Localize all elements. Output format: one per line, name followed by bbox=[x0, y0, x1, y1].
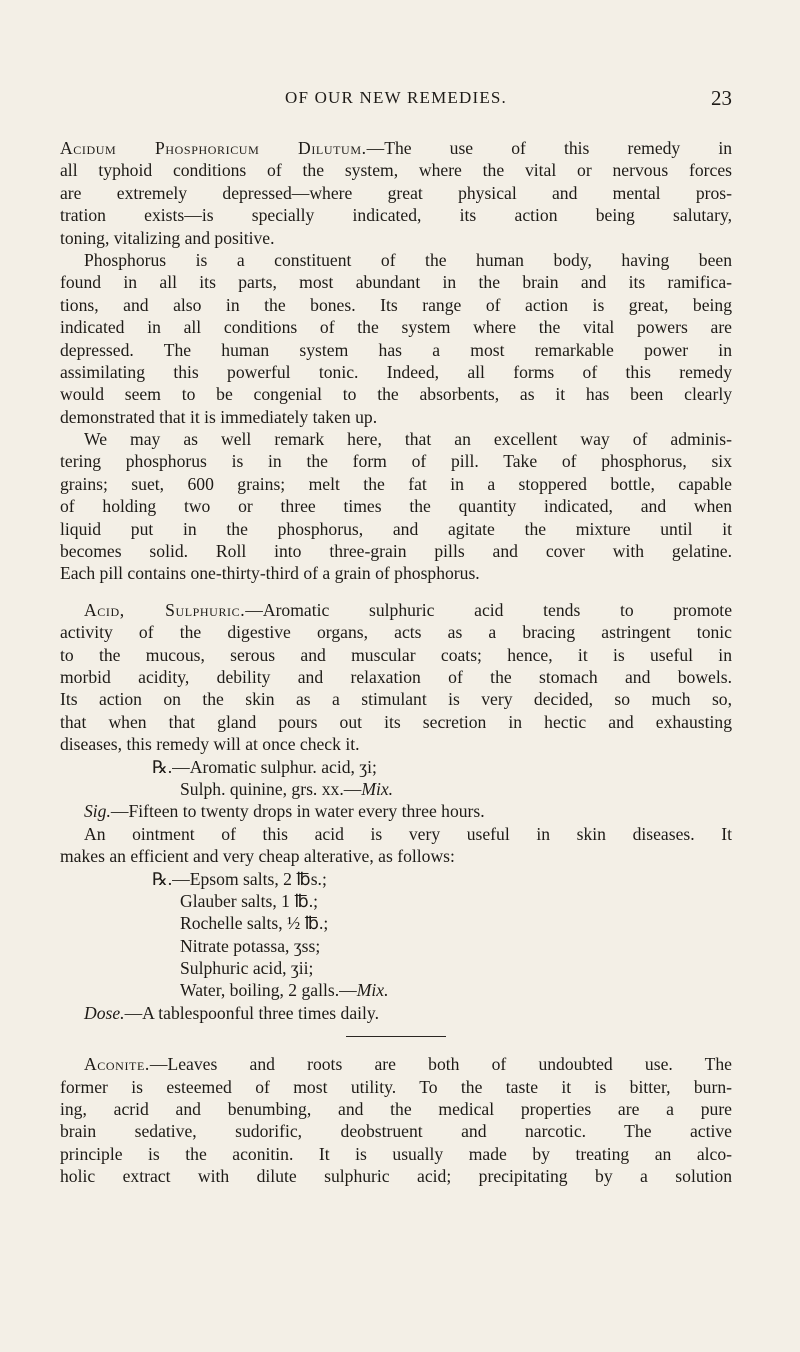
paragraph-line: Aconite.—Leaves and roots are both of undoubted use. The bbox=[84, 1054, 732, 1075]
prescription-line: Rochelle salts, ½ ℔.; bbox=[180, 913, 329, 934]
section-heading-sulphuric: Acid, Sulphuric. bbox=[84, 599, 246, 620]
paragraph-line: to the mucous, serous and muscular coats; hence, it is useful in bbox=[60, 644, 732, 665]
signa-line: Sig.—Fifteen to twenty drops in water every three hours. bbox=[84, 801, 485, 822]
paragraph-line: that when that gland pours out its secretion in hectic and exhausting bbox=[60, 711, 732, 732]
prescription-line: Sulph. quinine, grs. xx.—Mix. bbox=[180, 778, 394, 799]
paragraph-line: of holding two or three times the quantity indicated, and when bbox=[60, 496, 732, 517]
page-number: 23 bbox=[711, 86, 732, 110]
paragraph-line: Acid, Sulphuric.—Aromatic sulphuric acid tends to promote bbox=[84, 599, 732, 620]
paragraph-line: all typhoid conditions of the system, where the vital or nervous forces bbox=[60, 160, 732, 181]
dose-line: Dose.—A tablespoonful three times daily. bbox=[84, 1002, 379, 1023]
prescription-line: ℞.—Epsom salts, 2 ℔s.; bbox=[152, 868, 327, 889]
paragraph-line: diseases, this remedy will at once check it. bbox=[60, 734, 360, 755]
paragraph-line: demonstrated that it is immediately taken up. bbox=[60, 406, 378, 427]
paragraph-line: indicated in all conditions of the system where the vital powers are bbox=[60, 317, 732, 338]
paragraph-line: Acidum Phosphoricum Dilutum.—The use of this remedy in bbox=[60, 138, 732, 158]
paragraph-line: We may as well remark here, that an excellent way of adminis- bbox=[84, 429, 732, 450]
paragraph-line: tering phosphorus is in the form of pill. Take of phosphorus, six bbox=[60, 451, 732, 472]
paragraph-line: grains; suet, 600 grains; melt the fat in a stoppered bottle, capable bbox=[60, 473, 732, 494]
page-body bbox=[60, 137, 732, 1188]
paragraph-line: would seem to be congenial to the absorbents, as it has been clearly bbox=[60, 384, 732, 405]
paragraph-line: former is esteemed of most utility. To the taste it is bitter, burn- bbox=[60, 1076, 732, 1097]
paragraph-line: Its action on the skin as a stimulant is very decided, so much so, bbox=[60, 689, 732, 710]
section-divider bbox=[346, 1036, 446, 1037]
running-title: OF OUR NEW REMEDIES. bbox=[284, 88, 508, 107]
paragraph-line: brain sedative, sudorific, deobstruent and narcotic. The active bbox=[60, 1121, 732, 1142]
paragraph-line: Phosphorus is a constituent of the human body, having been bbox=[84, 249, 732, 270]
section-heading-aconite: Aconite. bbox=[84, 1054, 150, 1075]
paragraph-line: are extremely depressed—where great physical and mental pros- bbox=[60, 182, 732, 203]
prescription-line: Nitrate potassa, ʒss; bbox=[180, 935, 321, 956]
prescription-line: ℞.—Aromatic sulphur. acid, ʒi; bbox=[152, 756, 377, 777]
paragraph-line: tions, and also in the bones. Its range of action is great, being bbox=[60, 294, 732, 315]
paragraph-line: becomes solid. Roll into three-grain pills and cover with gelatine. bbox=[60, 541, 732, 562]
paragraph-line: depressed. The human system has a most remarkable power in bbox=[60, 339, 732, 360]
paragraph-line: morbid acidity, debility and relaxation of the stomach and bowels. bbox=[60, 666, 732, 687]
prescription-line: Water, boiling, 2 galls.—Mix. bbox=[180, 980, 389, 1001]
paragraph-line: activity of the digestive organs, acts as a bracing astringent tonic bbox=[60, 622, 732, 643]
paragraph-line: ing, acrid and benumbing, and the medical properties are a pure bbox=[60, 1099, 732, 1120]
paragraph-line: holic extract with dilute sulphuric acid; precipitating by a solution bbox=[60, 1166, 732, 1187]
paragraph-line: found in all its parts, most abundant in the brain and its ramifica- bbox=[60, 272, 732, 293]
paragraph-line: makes an efficient and very cheap alterative, as follows: bbox=[60, 846, 455, 867]
section-heading-acidum: Acidum Phosphoricum Dilutum. bbox=[60, 138, 367, 158]
paragraph-line: assimilating this powerful tonic. Indeed, all forms of this remedy bbox=[60, 361, 732, 382]
page-header bbox=[60, 86, 732, 110]
paragraph-line: liquid put in the phosphorus, and agitate the mixture until it bbox=[60, 518, 732, 539]
paragraph-line: toning, vitalizing and positive. bbox=[60, 227, 275, 248]
prescription-line: Sulphuric acid, ʒii; bbox=[180, 958, 314, 979]
paragraph-line: Each pill contains one-thirty-third of a grain of phosphorus. bbox=[60, 563, 480, 584]
prescription-line: Glauber salts, 1 ℔.; bbox=[180, 890, 319, 911]
paragraph-line: tration exists—is specially indicated, its action being salutary, bbox=[60, 205, 732, 226]
paragraph-line: An ointment of this acid is very useful in skin diseases. It bbox=[84, 823, 732, 844]
paragraph-line: principle is the aconitin. It is usually made by treating an alco- bbox=[60, 1143, 732, 1164]
